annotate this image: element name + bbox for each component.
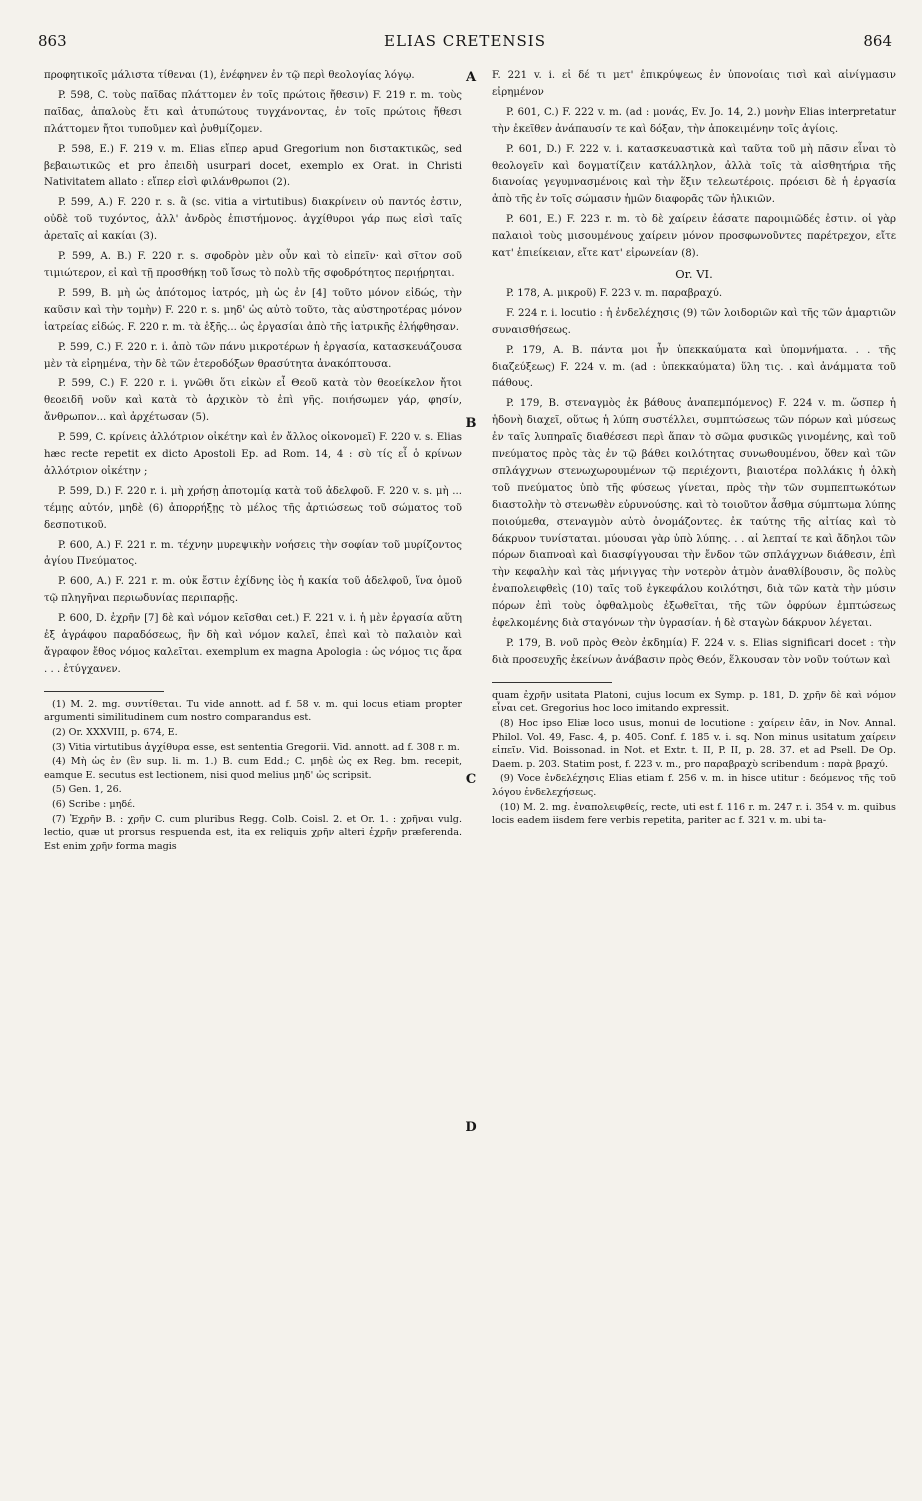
paragraph: F. 224 r. i. locutio : ἡ ἐνδελέχησις (9) τῶν λοιδοριῶν καὶ τῆς τῶν ἁμαρτιῶν συναισθήσεως.: [492, 307, 896, 336]
footnote: (7) Ἐχρῆν B. : χρῆν C. cum pluribus Regg. Colb. Coisl. 2. et Or. 1. : χρῆναι vulg. lectio, quæ ut prorsus respuenda est, ita ex reliquis χρῆν alteri ἐχρῆν præferenda. Est enim χρῆν forma magis: [44, 813, 462, 852]
footnotes-right: [492, 689, 896, 828]
paragraph: P. 179, B. νοῦ πρὸς Θεὸν ἐκδημία) F. 224 v. s. Elias significari docet : τὴν διὰ προσευχῆς ἐκείνων ἀνάβασιν πρὸς Θεόν, ἕλκουσαν τὸν νοῦν τούτων καὶ: [492, 638, 896, 666]
footnote: (2) Or. XXXVIII, p. 674, E.: [52, 727, 178, 738]
paragraph: P. 600, A.) F. 221 r. m. οὐκ ἔστιν ἐχίδνης ἰὸς ἡ κακία τοῦ ἀδελφοῦ, ἵνα ὁμοῦ τῷ πληγῆναι περιωδυνίας περιπαρῇς.: [44, 576, 462, 605]
running-title: ELIAS CRETENSIS: [384, 32, 546, 50]
footnote: (3) Vitia virtutibus ἀγχίθυρα esse, est sententia Gregorii. Vid. annott. ad f. 308 r. m.: [52, 741, 460, 753]
paragraph: P. 598, C. τοὺς παῖδας πλάττομεν ἐν τοῖς πρώτοις ἤθεσιν) F. 219 r. m. τοὺς παῖδας, ἁπαλοὺς ἔτι καὶ ἀτυπώτους τυγχάνοντας, ἐν τοῖς πρώτοις ἤθεσι πλάττομεν ἤτοι τυποῦμεν καὶ ῥυθμίζομεν.: [44, 89, 462, 135]
paragraph: P. 601, C.) F. 222 v. m. (ad : μονάς, Ev. Jo. 14, 2.) μονὴν Elias interpretatur τὴν ἐκεῖθεν ἀνάπαυσίν τε καὶ δόξαν, τὴν ἀποκειμένην τοῖς ἁγίοις.: [492, 106, 896, 135]
footnote-rule: [492, 682, 612, 683]
right-column: [492, 68, 896, 829]
page-number-right: 864: [863, 32, 892, 50]
margin-letter-b: B: [465, 416, 477, 431]
footnote: (1) M. 2. mg. συντίθεται. Tu vide annott. ad f. 58 v. m. qui locus etiam propter argumenti similitudinem cum nostro comparandus est.: [44, 698, 462, 724]
footnote: (9) Voce ἐνδελέχησις Elias etiam f. 256 v. m. in hisce utitur : δεόμενος τῆς τοῦ λόγου ἐνδελεχήσεως.: [492, 773, 896, 798]
footnote: (5) Gen. 1, 26.: [52, 784, 122, 796]
footnote: (8) Hoc ipso Eliæ loco usus, monui de locutione : χαίρειν ἐᾶν, in Nov. Annal. Philol. Vol. 49, Fasc. 4, p. 405. Conf. f. 185 v. i. sq. Non minus usitatum χαίρειν εἰπεῖν. Vid. Boissonad. in Not. et Extr. t. II, P. II, p. 28. 37. et ad Psell. De Op. Daem. p. 203. Statim post, f. 223 v. m., pro παραβραχὺ scribendum : παρὰ βραχύ.: [492, 718, 896, 770]
paragraph: P. 599, A.) F. 220 r. s. ἃ (sc. vitia a virtutibus) διακρίνειν οὐ παντός ἐστιν, οὐδὲ τοῦ τυχόντος, ἀλλ' ἀνδρὸς ἐπιστήμονος. ἀγχίθυροι γάρ πως εἰσὶ ταῖς ἀρεταῖς αἱ κακίαι (3).: [44, 197, 462, 243]
footnote: (6) Scribe : μηδέ.: [52, 798, 136, 810]
margin-letter-c: C: [465, 772, 477, 787]
paragraph: P. 179, B. στεναγμὸς ἐκ βάθους ἀναπεμπόμενος) F. 224 v. m. ὥσπερ ἡ ἡδονὴ διαχεῖ, οὕτως ἡ λύπη συστέλλει, συμπτώσεως τῶν πόρων καὶ μύσεως ἐν ταῖς λυπηραῖς διαθέσεσι περὶ ἅπαν τὸ σῶμα φυσικῶς γινομένης, καὶ τοῦ πνεύματος πρὸς τὰς ἐν τῷ βάθει κοιλότητας συνωθουμένου, ὅθεν καὶ τῶν σπλάγχνων στενωχωρουμένων τῷ περιέχοντι, βιαιοτέρα πολλάκις ἡ ὁλκὴ τοῦ πνεύματος ὑπὸ τῆς φύσεως γίνεται, πρὸς τὴν τῶν συμπεπτωκότων διαστολὴν τὸ στενωθὲν εὐρυνούσης. καὶ τὸ τοιοῦτον ἆσθμα σύμπτωμα λύπης ποιούμεθα, στεναγμὸν αὐτὸ ὀνομάζοντες. ἐκ ταύτης τῆς αἰτίας καὶ τὸ δάκρυον τυνίσταται. μύουσαι γὰρ ὑπὸ λύπης. . . αἱ λεπταί τε καὶ ἄδηλοι τῶν πόρων διαπνοαὶ καὶ διασφίγγουσαι τὴν ἔνδον τῶν σπλάγχνων διάθεσιν, ἐπὶ τὴν κεφαλὴν καὶ τὰς μήνιγγας τὴν νοτερὸν ἀτμὸν ἀναθλίβουσιν, ὃς πολὺς ἐναπολειφθεὶς (10) ταῖς τοῦ ἐγκεφάλου κοιλότησι, διὰ τῶν κατὰ τὴν μύσιν πόρων ἐπὶ τοὺς ὀφθαλμοὺς ἐξωθεῖται, τῆς τῶν ὀφρύων ἐμπτώσεως ἐφελκομένης διὰ σταγόνων τὴν ὑγρασίαν. ἡ δὲ σταγὼν δάκρυον λέγεται.: [492, 398, 896, 630]
paragraph: P. 599, C.) F. 220 r. i. γνῶθι ὅτι εἰκὼν εἶ Θεοῦ κατὰ τὸν θεοείκελον ἤτοι θεοειδῆ νοῦν καὶ κατὰ τὸ ἀρχικὸν τὸ ἐπὶ γῆς. ποιήσωμεν γάρ, φησίν, ἄνθρωπον... καὶ ἀρχέτωσαν (5).: [44, 378, 462, 424]
margin-letter-d: D: [465, 1120, 477, 1135]
paragraph: P. 601, E.) F. 223 r. m. τὸ δὲ χαίρειν ἐάσατε παροιμιῶδές ἐστιν. οἱ γὰρ παλαιοὶ τοὺς μισουμένους χαίρειν μόνον προσφωνοῦντες παρέτρεχον, εἴτε κατ' ἐπιείκειαν, εἴτε κατ' εἰρωνείαν (8).: [492, 214, 896, 260]
footnote: (4) Μὴ ὡς ἐν (ἓν sup. li. m. 1.) B. cum Edd.; C. μηδὲ ὡς ex Reg. bm. recepit, eamque E. secutus est lectionem, nisi quod melius μηδ' ὡς scripsit.: [44, 756, 462, 781]
paragraph: F. 221 v. i. εἰ δέ τι μετ' ἐπικρύψεως ἐν ὑπονοίαις τισὶ καὶ αἰνίγμασιν εἰρημένον: [492, 70, 896, 98]
paragraph: προφητικοῖς μάλιστα τίθεναι (1), ἐνέφηνεν ἐν τῷ περὶ θεολογίας λόγῳ.: [44, 70, 415, 81]
section-heading: Or. VI.: [675, 266, 713, 281]
left-column: [44, 68, 462, 854]
paragraph: P. 178, A. μικροῦ) F. 223 v. m. παραβραχύ.: [506, 287, 723, 299]
paragraph: P. 599, C.) F. 220 r. i. ἀπὸ τῶν πάνυ μικροτέρων ἡ ἐργασία, κατασκευάζουσα μὲν τὰ εἰρημένα, τὴν δὲ τῶν ἑτεροδόξων θρασύτητα ἀνακόπτουσα.: [44, 341, 462, 370]
paragraph: P. 179, A. B. πάντα μοι ἦν ὑπεκκαύματα καὶ ὑπομνήματα. . . τῆς διαζεύξεως) F. 224 v. m. (ad : ὑπεκκαύματα) ὕλη τις. . καὶ ἀνάμματα τοῦ πάθους.: [492, 344, 896, 390]
paragraph: P. 599, B. μὴ ὡς ἀπότομος ἰατρός, μὴ ὡς ἐν [4] τοῦτο μόνον εἰδώς, τὴν καῦσιν καὶ τὴν τομὴν) F. 220 r. s. μηδ' ὡς αὐτὸ τοῦτο, τὰς αὐστηροτέρας μόνον ἰατρείας εἰδώς. F. 220 r. m. τὰ ἑξῆς... ὡς ἐργασίαι ἀπὸ τῆς ἰατρικῆς ἐλήφθησαν.: [44, 287, 462, 333]
footnote-rule: [44, 691, 164, 692]
margin-letter-a: A: [465, 70, 477, 85]
paragraph: P. 599, D.) F. 220 r. i. μὴ χρήσῃ ἀποτομίᾳ κατὰ τοῦ ἀδελφοῦ. F. 220 v. s. μὴ ... τέμῃς αὐτόν, μηδὲ (6) ἀπορρήξῃς τὸ μέλος τῆς ἀρτιώσεως τοῦ σώματος τοῦ δεσποτικοῦ.: [44, 485, 462, 531]
paragraph: P. 598, E.) F. 219 v. m. Elias εἴπερ apud Gregorium non διστακτικῶς, sed βεβαιωτικῶς et pro ἐπειδὴ usurpari docet, exemplo ex Orat. in Christi Nativitatem allato : εἴπερ εἰσὶ φιλάνθρωποι (2).: [44, 143, 462, 189]
paragraph: P. 601, D.) F. 222 v. i. κατασκευαστικὰ καὶ ταῦτα τοῦ μὴ πᾶσιν εἶναι τὸ θεολογεῖν καὶ δογματίζειν κατάλληλον, ἀλλὰ τοῖς τὰ αἰσθητήρια τῆς διανοίας γεγυμνασμένοις καὶ τὴν ἕξιν τελεωτέροις. πρόεισι δὲ ἡ ἐργασία ἀπὸ τῆς ἐν τοῖς σώμασιν ἡμῶν διαφορᾶς τῶν ἡλικιῶν.: [492, 143, 896, 206]
footnote: quam ἐχρῆν usitata Platoni, cujus locum ex Symp. p. 181, D. χρῆν δὲ καὶ νόμον εἶναι cet. Gregorius hoc loco imitando expressit.: [492, 689, 896, 715]
footnotes-left: [44, 698, 462, 854]
page-header: [38, 32, 892, 54]
page-number-left: 863: [38, 32, 67, 50]
paragraph: P. 599, C. κρίνεις ἀλλότριον οἰκέτην καὶ ἐν ἄλλος οἰκονομεῖ) F. 220 v. s. Elias hæc recte repetit ex dicto Apostoli Ep. ad Rom. 14, 4 : σὺ τίς εἶ ὁ κρίνων ἀλλότριον οἰκέτην ;: [44, 432, 462, 477]
paragraph: P. 600, D. ἐχρῆν [7] δὲ καὶ νόμον κεῖσθαι cet.) F. 221 v. i. ἡ μὲν ἐργασία αὕτη ἐξ ἀγράφου παραδόσεως, ἣν δὴ καὶ νόμον καλεῖ, ἐπεὶ καὶ τὸ παλαιὸν καὶ ἄγραφον ἔθος νόμος καλεῖται. exemplum ex magna Apologia : ὡς νόμος τις ἄρα . . . ἐτύγχανεν.: [44, 613, 462, 675]
paragraph: P. 600, A.) F. 221 r. m. τέχνην μυρεψικὴν νοήσεις τὴν σοφίαν τοῦ μυρίζοντος ἁγίου Πνεύματος.: [44, 539, 462, 568]
paragraph: P. 599, A. B.) F. 220 r. s. σφοδρὸν μὲν οὖν καὶ τὸ εἰπεῖν· καὶ σῖτον σοῦ τιμιώτερον, εἰ καὶ τῇ προσθήκῃ τοῦ ἴσως τὸ πολὺ τῆς σφοδρότητος περιῄρηται.: [44, 251, 462, 279]
footnote: (10) M. 2. mg. ἐναπολειφθείς, recte, uti est f. 116 r. m. 247 r. i. 354 v. m. quibus locis eadem iisdem fere verbis repetita, pariter ac f. 321 v. m. ubi ta-: [492, 801, 896, 827]
